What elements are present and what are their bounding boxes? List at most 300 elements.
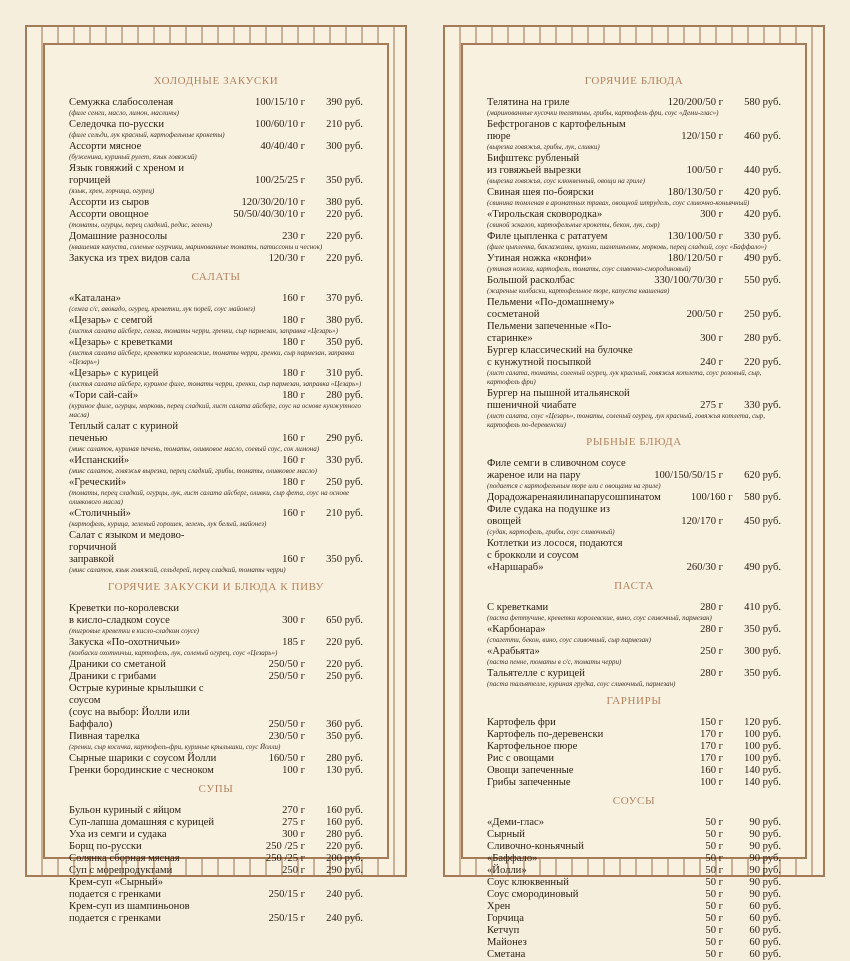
menu-item bbox=[69, 293, 363, 305]
menu-item bbox=[487, 646, 781, 658]
item-price: 380 руб. bbox=[326, 315, 363, 326]
item-qty: 250/50 г bbox=[268, 659, 305, 670]
item-qty: 280 г bbox=[700, 602, 723, 613]
item-qty: 180 г bbox=[282, 390, 305, 401]
item-name: Филе цыпленка с рататуем bbox=[487, 231, 608, 242]
menu-item bbox=[69, 421, 363, 445]
item-description: (паста феттучине, креветки королевские, вино, соус сливочный, пармезан) bbox=[487, 614, 712, 622]
menu-item bbox=[69, 390, 363, 402]
menu-item bbox=[69, 603, 363, 627]
item-description: (лист салата, соус «Цезарь», томаты, соленый огурец, лук красный, говяжья котлета, сыр, картофель по-деревенски) bbox=[487, 412, 766, 429]
item-qty: 50 г bbox=[705, 937, 723, 948]
item-name: Телятина на гриле bbox=[487, 97, 570, 108]
item-name: Сметана bbox=[487, 949, 526, 960]
item-price: 450 руб. bbox=[744, 516, 781, 527]
menu-item bbox=[69, 853, 363, 865]
item-price: 420 руб. bbox=[744, 187, 781, 198]
menu-item bbox=[487, 153, 781, 177]
item-name: Драники с грибами bbox=[69, 671, 157, 682]
item-qty: 270 г bbox=[282, 805, 305, 816]
item-qty: 250/50 г bbox=[268, 671, 305, 682]
menu-item bbox=[487, 504, 781, 528]
menu-item bbox=[487, 119, 781, 143]
item-name: Пельмени запеченные «По-старинке» bbox=[487, 321, 612, 344]
item-description: (томаты, перец сладкий, огурцы, лук, лист салата айсберг, оливки, сыр фета, соус на основе оливкового масла) bbox=[69, 489, 350, 506]
item-qty: 50 г bbox=[705, 949, 723, 960]
item-price: 440 руб. bbox=[744, 165, 781, 176]
item-name: Тальятелле с курицей bbox=[487, 668, 585, 679]
menu-item bbox=[69, 209, 363, 221]
menu-item bbox=[487, 889, 781, 901]
item-description: (картофель, курица, зеленый горошек, зелень, лук белый, майонез) bbox=[69, 520, 267, 528]
section-title: СУПЫ bbox=[198, 783, 234, 795]
item-price: 130 руб. bbox=[326, 765, 363, 776]
item-qty: 180 г bbox=[282, 477, 305, 488]
menu-item bbox=[487, 949, 781, 961]
item-price: 490 руб. bbox=[744, 562, 781, 573]
item-qty: 250/15 г bbox=[268, 889, 305, 900]
menu-item bbox=[487, 925, 781, 937]
item-qty: 120/170 г bbox=[681, 516, 723, 527]
menu-item bbox=[487, 865, 781, 877]
item-price: 210 руб. bbox=[326, 508, 363, 519]
item-name: Горчица bbox=[487, 913, 524, 924]
menu-item bbox=[487, 777, 781, 789]
item-name: Закуска из трех видов сала bbox=[69, 253, 191, 264]
menu-item bbox=[487, 297, 781, 321]
section-title: ГОРЯЧИЕ БЛЮДА bbox=[584, 75, 684, 87]
menu-item bbox=[487, 913, 781, 925]
menu-item bbox=[487, 717, 781, 729]
item-qty: 50 г bbox=[705, 901, 723, 912]
item-description: (филе цыпленка, баклажаны, цукини, шампиньоны, морковь, перец сладкий, соус «Баффало») bbox=[487, 243, 767, 251]
item-name: С креветками bbox=[487, 602, 549, 613]
item-price: 350 руб. bbox=[326, 175, 363, 186]
item-qty: 50 г bbox=[705, 841, 723, 852]
item-description: (язык, хрен, горчица, огурец) bbox=[69, 187, 155, 195]
item-qty: 330/100/70/30 г bbox=[654, 275, 723, 286]
item-name: Бефстроганов с картофельным пюре bbox=[487, 119, 626, 142]
menu-item bbox=[69, 865, 363, 877]
item-qty: 185 г bbox=[282, 637, 305, 648]
item-qty: 170 г bbox=[700, 729, 723, 740]
item-price: 350 руб. bbox=[326, 731, 363, 742]
item-description: (маринованные кусочки телятины, грибы, картофель фри, соус «Деми-глас») bbox=[487, 109, 719, 117]
item-qty: 275 г bbox=[282, 817, 305, 828]
item-price: 460 руб. bbox=[744, 131, 781, 142]
item-qty: 160 г bbox=[282, 293, 305, 304]
item-price: 390 руб. bbox=[326, 97, 363, 108]
item-price: 60 руб. bbox=[749, 949, 781, 960]
item-qty: 160 г bbox=[282, 433, 305, 444]
item-name: «Цезарь» с креветками bbox=[69, 337, 173, 348]
item-price: 350 руб. bbox=[744, 624, 781, 635]
menu-item bbox=[69, 315, 363, 327]
item-price: 220 руб. bbox=[326, 841, 363, 852]
item-price: 350 руб. bbox=[744, 668, 781, 679]
item-name: Крем-суп «Сырный» подается с гренками bbox=[69, 877, 164, 900]
item-name: Хрен bbox=[487, 901, 511, 912]
item-description: (утиная ножка, картофель, томаты, соус сливочно-смородиновый) bbox=[487, 265, 691, 273]
item-description: (листья салата айсберг, семга, томаты черри, гренки, сыр пармезан, заправка «Цезарь») bbox=[69, 327, 338, 335]
menu-item bbox=[69, 530, 363, 566]
item-price: 140 руб. bbox=[744, 765, 781, 776]
item-name: «Арабьята» bbox=[487, 646, 540, 657]
menu-page-inner-left bbox=[43, 43, 389, 924]
item-qty: 240 г bbox=[700, 357, 723, 368]
item-name: Утиная ножка «конфи» bbox=[487, 253, 592, 264]
menu-item bbox=[487, 829, 781, 841]
menu-item bbox=[487, 231, 781, 243]
item-name: Соус смородиновый bbox=[487, 889, 579, 900]
item-description: (судак, картофель, грибы, соус сливочный) bbox=[487, 528, 615, 536]
menu-item bbox=[487, 729, 781, 741]
item-name: Ассорти из сыров bbox=[69, 197, 150, 208]
item-qty: 280 г bbox=[700, 668, 723, 679]
item-price: 60 руб. bbox=[749, 901, 781, 912]
item-description: (подается с картофельным пюре или с овощами на гриле) bbox=[487, 482, 661, 490]
menu-item bbox=[487, 624, 781, 636]
item-description: (томаты, огурцы, перец сладкий, редис, зелень) bbox=[69, 221, 212, 229]
item-qty: 50 г bbox=[705, 925, 723, 936]
menu-item bbox=[69, 805, 363, 817]
item-name: Гренки бородинские с чесноком bbox=[69, 765, 214, 776]
item-name: Язык говяжий с хреном и горчицей bbox=[69, 163, 185, 186]
menu-item bbox=[487, 538, 781, 574]
item-description: (буженина, куриный рулет, язык говяжий) bbox=[69, 153, 197, 161]
item-price: 310 руб. bbox=[326, 368, 363, 379]
item-price: 550 руб. bbox=[744, 275, 781, 286]
item-description: (тигровые креветки в кисло-сладком соусе) bbox=[69, 627, 200, 635]
item-qty: 50 г bbox=[705, 877, 723, 888]
item-name: «Карбонара» bbox=[487, 624, 546, 635]
item-price: 210 руб. bbox=[326, 119, 363, 130]
menu-item bbox=[69, 671, 363, 683]
item-name: Рис с овощами bbox=[487, 753, 555, 764]
item-name: Картофельное пюре bbox=[487, 741, 578, 752]
item-price: 250 руб. bbox=[326, 671, 363, 682]
item-qty: 230 г bbox=[282, 231, 305, 242]
item-name: «Тирольская сковородка» bbox=[487, 209, 603, 220]
item-name: «Каталана» bbox=[69, 293, 121, 304]
item-qty: 50 г bbox=[705, 829, 723, 840]
item-price: 620 руб. bbox=[744, 470, 781, 481]
item-name: «Деми-глас» bbox=[487, 817, 545, 828]
item-name: Креветки по-королевски в кисло-сладком соусе bbox=[69, 603, 180, 626]
menu-item bbox=[69, 731, 363, 743]
item-name: Суп-лапша домашняя с курицей bbox=[69, 817, 215, 828]
item-name: Ассорти мясное bbox=[69, 141, 142, 152]
section-title: ГАРНИРЫ bbox=[606, 695, 662, 707]
item-qty: 100/25/25 г bbox=[255, 175, 305, 186]
item-qty: 150 г bbox=[700, 717, 723, 728]
item-price: 280 руб. bbox=[326, 829, 363, 840]
item-description: (микс салатов, говяжья вырезка, перец сладкий, грибы, томаты, оливковое масло) bbox=[69, 467, 317, 475]
item-qty: 50 г bbox=[705, 865, 723, 876]
menu-item bbox=[487, 187, 781, 199]
item-name: Драники со сметаной bbox=[69, 659, 166, 670]
item-qty: 120/200/50 г bbox=[667, 97, 723, 108]
item-price: 90 руб. bbox=[749, 853, 781, 864]
item-name: Кетчуп bbox=[487, 925, 520, 936]
item-qty: 100/60/10 г bbox=[255, 119, 305, 130]
item-description: (филе сельди, лук красный, картофельные крокеты) bbox=[69, 131, 225, 139]
item-name: Уха из семги и судака bbox=[69, 829, 167, 840]
item-name: Ассорти овощное bbox=[69, 209, 149, 220]
item-name: «Испанский» bbox=[69, 455, 130, 466]
item-qty: 40/40/40 г bbox=[260, 141, 305, 152]
item-name: «Столичный» bbox=[69, 508, 131, 519]
item-price: 200 руб. bbox=[326, 853, 363, 864]
item-name: Сливочно-коньячный bbox=[487, 841, 584, 852]
item-name: Бульон куриный с яйцом bbox=[69, 805, 182, 816]
item-description: (свинина томленая в ароматных травах, овощной штрудель, соус сливочно-коньячный) bbox=[487, 199, 750, 207]
item-name: Дорадожаренаяилинапарусошпинатом bbox=[487, 492, 661, 503]
item-name: Картофель фри bbox=[487, 717, 556, 728]
item-name: Семужка слабосоленая bbox=[69, 97, 174, 108]
menu-item bbox=[69, 508, 363, 520]
menu-item bbox=[487, 937, 781, 949]
menu-item bbox=[487, 253, 781, 265]
item-name: Соус клюквенный bbox=[487, 877, 569, 888]
item-qty: 180/120/50 г bbox=[667, 253, 723, 264]
item-qty: 300 г bbox=[282, 615, 305, 626]
item-name: Бифштекс рубленый из говяжьей вырезки bbox=[487, 153, 582, 176]
item-qty: 50/50/40/30/10 г bbox=[233, 209, 305, 220]
item-description: (листья салата айсберг, куриное филе, томаты черри, гренки, сыр пармезан, заправка «Цезарь») bbox=[69, 380, 362, 388]
item-name: «Цезарь» с курицей bbox=[69, 368, 159, 379]
item-price: 220 руб. bbox=[744, 357, 781, 368]
item-price: 330 руб. bbox=[744, 231, 781, 242]
menu-item bbox=[487, 458, 781, 482]
item-price: 140 руб. bbox=[744, 777, 781, 788]
item-name: Пивная тарелка bbox=[69, 731, 140, 742]
item-name: Картофель по-деревенски bbox=[487, 729, 604, 740]
menu-item bbox=[487, 97, 781, 109]
item-qty: 200/50 г bbox=[686, 309, 723, 320]
item-price: 60 руб. bbox=[749, 913, 781, 924]
item-description: (гренки, сыр косичка, картофель-фри, куриные крылышки, соус Йолли) bbox=[69, 743, 281, 751]
item-qty: 250 г bbox=[700, 646, 723, 657]
item-name: Свиная шея по-боярски bbox=[487, 187, 594, 198]
section-title: ГОРЯЧИЕ ЗАКУСКИ И БЛЮДА К ПИВУ bbox=[107, 581, 325, 593]
item-qty: 100/160 г bbox=[690, 492, 733, 503]
item-price: 300 руб. bbox=[744, 646, 781, 657]
menu-item bbox=[487, 602, 781, 614]
item-qty: 50 г bbox=[705, 913, 723, 924]
item-price: 90 руб. bbox=[749, 829, 781, 840]
menu-item bbox=[69, 817, 363, 829]
item-qty: 180 г bbox=[282, 368, 305, 379]
item-qty: 50 г bbox=[705, 889, 723, 900]
item-qty: 300 г bbox=[700, 333, 723, 344]
item-price: 250 руб. bbox=[326, 477, 363, 488]
item-description: (куриное филе, огурцы, морковь, перец сладкий, лист салата айсберг, соус на основе кунжутного масла) bbox=[69, 402, 361, 419]
item-description: (свиной эскалоп, картофельные крокеты, бекон, лук, сыр) bbox=[487, 221, 660, 229]
item-qty: 50 г bbox=[705, 853, 723, 864]
item-qty: 100/50 г bbox=[686, 165, 723, 176]
item-description: (семга с/с, авокадо, огурец, креветки, лук порей, соус майонез) bbox=[69, 305, 256, 313]
item-price: 90 руб. bbox=[749, 865, 781, 876]
section-title: РЫБНЫЕ БЛЮДА bbox=[586, 436, 682, 448]
item-description: (жареные колбаски, картофельное пюре, капуста квашеная) bbox=[487, 287, 670, 295]
item-price: 220 руб. bbox=[326, 637, 363, 648]
item-description: (колбаски охотничьи, картофель, лук, соленый огурец, соус «Цезарь») bbox=[69, 649, 278, 657]
item-price: 330 руб. bbox=[744, 400, 781, 411]
menu-item bbox=[69, 637, 363, 649]
item-qty: 120/150 г bbox=[681, 131, 723, 142]
item-name: Салат с языком и медово-горчичной заправкой bbox=[69, 530, 185, 565]
item-price: 60 руб. bbox=[749, 937, 781, 948]
item-name: «Греческий» bbox=[69, 477, 127, 488]
menu-item bbox=[69, 455, 363, 467]
item-description: (листья салата айсберг, креветки королевские, томаты черри, гренки, сыр пармезан, заправка «Цезарь») bbox=[69, 349, 355, 366]
menu-item bbox=[487, 345, 781, 369]
menu-item bbox=[487, 765, 781, 777]
menu-item bbox=[487, 492, 781, 504]
item-qty: 160 г bbox=[282, 554, 305, 565]
item-price: 420 руб. bbox=[744, 209, 781, 220]
item-price: 250 руб. bbox=[744, 309, 781, 320]
menu-item bbox=[69, 163, 363, 187]
item-price: 90 руб. bbox=[749, 877, 781, 888]
item-qty: 180 г bbox=[282, 337, 305, 348]
menu-item bbox=[69, 197, 363, 209]
menu-item bbox=[69, 337, 363, 349]
menu-item bbox=[69, 877, 363, 901]
menu-item bbox=[69, 753, 363, 765]
item-price: 100 руб. bbox=[744, 741, 781, 752]
menu-item bbox=[69, 253, 363, 265]
item-price: 160 руб. bbox=[326, 817, 363, 828]
item-price: 220 руб. bbox=[326, 253, 363, 264]
item-name: Домашние разносолы bbox=[69, 231, 168, 242]
section-title: САЛАТЫ bbox=[191, 271, 241, 283]
menu-item bbox=[487, 853, 781, 865]
item-name: Суп с морепродуктами bbox=[69, 865, 173, 876]
item-price: 60 руб. bbox=[749, 925, 781, 936]
item-name: Филе семги в сливочном соусе жареное или на пару bbox=[487, 458, 626, 481]
item-qty: 100 г bbox=[282, 765, 305, 776]
item-price: 490 руб. bbox=[744, 253, 781, 264]
section-title: ХОЛОДНЫЕ ЗАКУСКИ bbox=[153, 75, 279, 87]
menu-item bbox=[487, 275, 781, 287]
menu-content-right bbox=[487, 69, 781, 961]
menu-item bbox=[69, 231, 363, 243]
item-price: 580 руб. bbox=[744, 97, 781, 108]
item-qty: 250/50 г bbox=[268, 719, 305, 730]
item-description: (вырезка говяжья, грибы, лук, сливки) bbox=[487, 143, 600, 151]
item-price: 90 руб. bbox=[749, 841, 781, 852]
item-qty: 130/100/50 г bbox=[667, 231, 723, 242]
item-description: (лист салата, томаты, соленый огурец, лук красный, говяжья котлета, соус розовый, сыр, картофель фри) bbox=[487, 369, 762, 386]
item-price: 280 руб. bbox=[744, 333, 781, 344]
item-price: 240 руб. bbox=[326, 913, 363, 924]
item-description: (паста пенне, томаты в с/с, томаты черри) bbox=[487, 658, 622, 666]
menu-content-left bbox=[69, 69, 363, 925]
item-qty: 170 г bbox=[700, 741, 723, 752]
item-name: Теплый салат с куриной печенью bbox=[69, 421, 179, 444]
item-qty: 180 г bbox=[282, 315, 305, 326]
menu-item bbox=[487, 753, 781, 765]
item-price: 300 руб. bbox=[326, 141, 363, 152]
item-name: Бургер классический на булочке с кунжутной посыпкой bbox=[487, 345, 633, 368]
item-name: Острые куриные крылышки с соусом (соус на выбор: Йолли или Баффало) bbox=[69, 683, 204, 730]
item-price: 90 руб. bbox=[749, 817, 781, 828]
item-qty: 160/50 г bbox=[268, 753, 305, 764]
item-qty: 50 г bbox=[705, 817, 723, 828]
item-description: (спагетти, бекон, вино, соус сливочный, сыр пармезан) bbox=[487, 636, 651, 644]
item-description: (паста тальятелле, куриная грудка, соус сливочный, пармезан) bbox=[487, 680, 676, 688]
item-price: 220 руб. bbox=[326, 659, 363, 670]
item-name: Филе судака на подушке из овощей bbox=[487, 504, 610, 527]
item-price: 160 руб. bbox=[326, 805, 363, 816]
menu-item bbox=[69, 368, 363, 380]
item-price: 360 руб. bbox=[326, 719, 363, 730]
item-price: 370 руб. bbox=[326, 293, 363, 304]
item-price: 100 руб. bbox=[744, 753, 781, 764]
item-name: «Йолли» bbox=[487, 865, 527, 876]
item-name: Сырный bbox=[487, 829, 525, 840]
item-price: 650 руб. bbox=[326, 615, 363, 626]
menu-item bbox=[69, 765, 363, 777]
item-name: Овощи запеченные bbox=[487, 765, 574, 776]
item-qty: 100/15/10 г bbox=[255, 97, 305, 108]
menu-item bbox=[487, 817, 781, 829]
item-price: 290 руб. bbox=[326, 433, 363, 444]
item-price: 350 руб. bbox=[326, 554, 363, 565]
item-qty: 250/15 г bbox=[268, 913, 305, 924]
menu-item bbox=[69, 841, 363, 853]
item-price: 220 руб. bbox=[326, 231, 363, 242]
menu-item bbox=[487, 901, 781, 913]
item-description: (микс салатов, куриная печень, томаты, оливковое масло, соевый соус, сок лимона) bbox=[69, 445, 320, 453]
menu-page-inner-right bbox=[461, 43, 807, 960]
menu-item bbox=[69, 683, 363, 731]
item-qty: 275 г bbox=[700, 400, 723, 411]
item-qty: 250 г bbox=[282, 865, 305, 876]
menu-item bbox=[487, 209, 781, 221]
item-name: Солянка сборная мясная bbox=[69, 853, 180, 864]
menu-item bbox=[487, 841, 781, 853]
section-title: СОУСЫ bbox=[612, 795, 656, 807]
item-price: 100 руб. bbox=[744, 729, 781, 740]
menu-item bbox=[487, 321, 781, 345]
item-qty: 100 г bbox=[700, 777, 723, 788]
item-price: 280 руб. bbox=[326, 390, 363, 401]
item-qty: 160 г bbox=[700, 765, 723, 776]
item-name: «Баффало» bbox=[487, 853, 538, 864]
item-price: 580 руб. bbox=[744, 492, 781, 503]
item-qty: 300 г bbox=[700, 209, 723, 220]
item-name: Майонез bbox=[487, 937, 527, 948]
menu-page-left bbox=[25, 25, 407, 924]
menu-item bbox=[69, 659, 363, 671]
item-name: Бургер на пышной итальянской пшеничной чиабате bbox=[487, 388, 630, 411]
item-description: (квашеная капуста, соленые огурчики, маринованные томаты, патиссоны и чеснок) bbox=[69, 243, 323, 251]
menu-page-right bbox=[443, 25, 825, 960]
item-name: Закуска «По-охотничьи» bbox=[69, 637, 181, 648]
item-qty: 120/30 г bbox=[268, 253, 305, 264]
item-price: 410 руб. bbox=[744, 602, 781, 613]
menu-item bbox=[487, 388, 781, 412]
menu-item bbox=[69, 829, 363, 841]
item-qty: 230/50 г bbox=[268, 731, 305, 742]
item-price: 280 руб. bbox=[326, 753, 363, 764]
item-name: «Тори сай-сай» bbox=[69, 390, 139, 401]
item-qty: 300 г bbox=[282, 829, 305, 840]
item-price: 350 руб. bbox=[326, 337, 363, 348]
